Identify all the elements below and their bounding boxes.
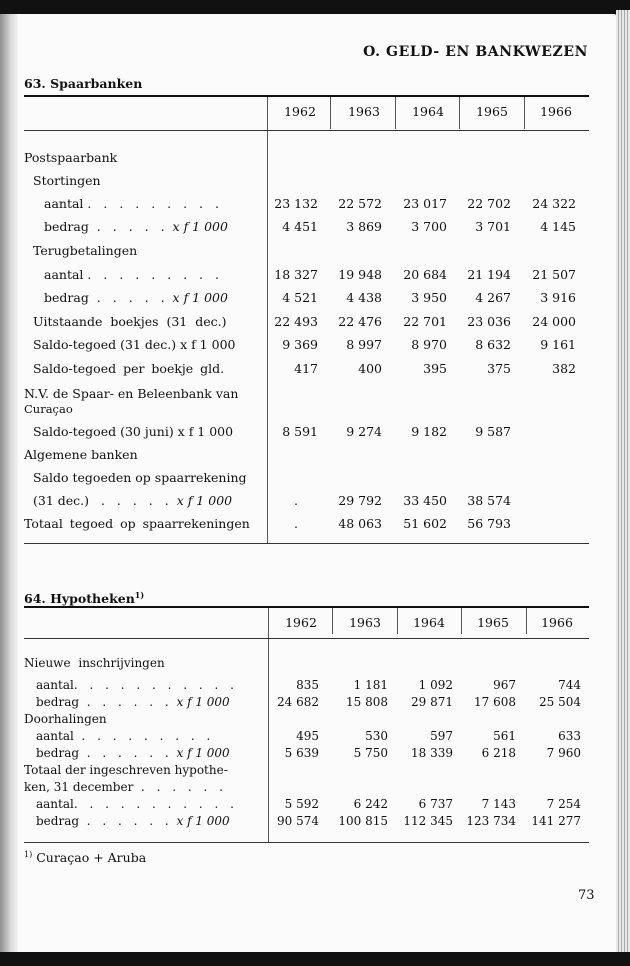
cell-1965: 21 194 — [467, 267, 511, 282]
cell-1965: 22 702 — [467, 196, 511, 211]
year-header: 1966 — [540, 104, 572, 119]
footnote-text: Curaçao + Aruba — [36, 850, 147, 866]
year-header: 1963 — [349, 615, 381, 630]
row-label: aantal. . . . . . . . . . . — [36, 797, 238, 811]
cell-1964: 597 — [430, 729, 453, 743]
cell-1964: 33 450 — [403, 493, 447, 508]
table-row — [0, 814, 630, 831]
cell-1964: 51 602 — [403, 516, 447, 531]
table-row — [0, 678, 630, 695]
row-label: ken, 31 december . . . . . . — [24, 780, 227, 794]
cell-1966: 9 161 — [540, 337, 576, 352]
cell-1964: 395 — [423, 361, 447, 376]
row-label: Nieuwe inschrijvingen — [24, 656, 165, 670]
cell-1964: 3 950 — [411, 290, 447, 305]
table-row — [0, 337, 630, 357]
row-label: Stortingen — [33, 173, 101, 188]
cell-1965: 561 — [493, 729, 516, 743]
cell-1963: 6 242 — [353, 797, 388, 811]
cell-1965: 967 — [493, 678, 516, 692]
cell-1965: 7 143 — [481, 797, 516, 811]
table-row — [0, 447, 630, 467]
scan-bottom-border — [0, 952, 630, 966]
cell-1965: 6 218 — [481, 746, 516, 760]
table-row — [0, 780, 630, 797]
cell-1962: 835 — [296, 678, 319, 692]
cell-1964: 6 737 — [418, 797, 453, 811]
table-number: 63. — [24, 76, 46, 91]
table-63-header-rule — [24, 130, 589, 131]
cell-1965: 375 — [487, 361, 511, 376]
cell-1964: 20 684 — [403, 267, 447, 282]
cell-1962: 8 591 — [282, 424, 318, 439]
row-label: Terugbetalingen — [33, 243, 138, 258]
column-divider — [397, 608, 398, 634]
footnote-marker: 1) — [24, 850, 33, 859]
table-64-top-rule — [24, 606, 589, 608]
cell-1963: 19 948 — [338, 267, 382, 282]
cell-1965: 23 036 — [467, 314, 511, 329]
table-row — [0, 656, 630, 673]
row-label: aantal. . . . . . . . . . . — [36, 678, 238, 692]
cell-1962: 90 574 — [277, 814, 319, 828]
table-row — [0, 712, 630, 729]
cell-1962: . — [294, 516, 298, 531]
table-row — [0, 361, 630, 381]
table-row — [0, 424, 630, 444]
cell-1963: 4 438 — [346, 290, 382, 305]
cell-1964: 22 701 — [403, 314, 447, 329]
year-header: 1962 — [284, 104, 316, 119]
cell-1964: 29 871 — [411, 695, 453, 709]
table-64-title — [24, 590, 144, 606]
cell-1965: 8 632 — [475, 337, 511, 352]
cell-1963: 1 181 — [353, 678, 388, 692]
row-label: bedrag . . . . . x f 1 000 — [44, 219, 228, 234]
cell-1963: 400 — [358, 361, 382, 376]
cell-1962: 5 639 — [284, 746, 319, 760]
table-title: Spaarbanken — [50, 76, 143, 91]
cell-1962: 5 592 — [284, 797, 319, 811]
cell-1963: 9 274 — [346, 424, 382, 439]
cell-1963: 15 808 — [346, 695, 388, 709]
row-label: aantal . . . . . . . . . — [36, 729, 215, 743]
year-header: 1966 — [541, 615, 573, 630]
row-label: aantal . . . . . . . . . — [44, 267, 223, 282]
year-header: 1965 — [477, 615, 509, 630]
row-label: Saldo-tegoed (30 juni) x f 1 000 — [33, 424, 234, 439]
cell-1963: 100 815 — [338, 814, 388, 828]
row-label: Totaal tegoed op spaarrekeningen — [24, 516, 250, 531]
row-label: Doorhalingen — [24, 712, 107, 726]
cell-1963: 22 572 — [338, 196, 382, 211]
row-label: Curaçao — [24, 402, 73, 416]
column-divider — [459, 97, 460, 129]
table-row — [0, 173, 630, 193]
table-row — [0, 470, 630, 490]
table-row — [0, 290, 630, 310]
cell-1963: 8 997 — [346, 337, 382, 352]
row-label: Algemene banken — [24, 447, 138, 462]
column-divider — [330, 97, 331, 129]
cell-1963: 48 063 — [338, 516, 382, 531]
cell-1966: 633 — [558, 729, 581, 743]
cell-1963: 22 476 — [338, 314, 382, 329]
column-divider — [395, 97, 396, 129]
cell-1962: 417 — [294, 361, 318, 376]
table-row — [0, 763, 630, 780]
table-row — [0, 150, 630, 170]
cell-1966: 7 960 — [546, 746, 581, 760]
row-label: Uitstaande boekjes (31 dec.) — [33, 314, 227, 329]
table-row — [0, 219, 630, 239]
cell-1962: 23 132 — [274, 196, 318, 211]
running-head: O. GELD- EN BANKWEZEN — [363, 44, 588, 60]
year-header: 1963 — [348, 104, 380, 119]
row-label: Postspaarbank — [24, 150, 118, 165]
cell-1962: 24 682 — [277, 695, 319, 709]
cell-1963: 530 — [365, 729, 388, 743]
table-row — [0, 402, 630, 422]
footnote-ref: 1) — [134, 590, 145, 600]
table-number: 64. — [24, 591, 46, 607]
table-row — [0, 196, 630, 216]
page-number: 73 — [578, 888, 595, 903]
cell-1965: 123 734 — [466, 814, 516, 828]
row-label: aantal . . . . . . . . . — [44, 196, 223, 211]
table-63-top-rule — [24, 95, 589, 97]
table-64-header-rule — [24, 638, 589, 639]
table-row — [0, 493, 630, 513]
cell-1963: 3 869 — [346, 219, 382, 234]
cell-1962: 22 493 — [274, 314, 318, 329]
table-title: Hypotheken — [50, 591, 135, 607]
row-label: bedrag . . . . . . x f 1 000 — [36, 814, 230, 828]
cell-1964: 8 970 — [411, 337, 447, 352]
table-63-title — [24, 76, 142, 91]
cell-1966: 24 000 — [532, 314, 576, 329]
cell-1965: 38 574 — [467, 493, 511, 508]
column-divider — [332, 608, 333, 634]
cell-1964: 3 700 — [411, 219, 447, 234]
year-header: 1962 — [285, 615, 317, 630]
table-row — [0, 314, 630, 334]
table-64-bottom-rule — [24, 842, 589, 843]
column-divider — [524, 97, 525, 129]
cell-1962: 4 451 — [282, 219, 318, 234]
cell-1963: 5 750 — [353, 746, 388, 760]
cell-1965: 9 587 — [475, 424, 511, 439]
cell-1966: 7 254 — [546, 797, 581, 811]
table-row — [0, 243, 630, 263]
row-label: (31 dec.) . . . . . x f 1 000 — [33, 493, 233, 508]
row-label: bedrag . . . . . x f 1 000 — [44, 290, 228, 305]
cell-1966: 25 504 — [539, 695, 581, 709]
cell-1962: 18 327 — [274, 267, 318, 282]
cell-1965: 4 267 — [475, 290, 511, 305]
table-row — [0, 729, 630, 746]
row-label: Totaal der ingeschreven hypothe- — [24, 763, 228, 777]
table-row — [0, 797, 630, 814]
table-row — [0, 746, 630, 763]
cell-1962: 9 369 — [282, 337, 318, 352]
cell-1964: 112 345 — [403, 814, 453, 828]
cell-1965: 56 793 — [467, 516, 511, 531]
cell-1964: 9 182 — [411, 424, 447, 439]
cell-1966: 24 322 — [532, 196, 576, 211]
cell-1963: 29 792 — [338, 493, 382, 508]
row-label: Saldo-tegoed per boekje gld. — [33, 361, 225, 376]
row-label: N.V. de Spaar- en Beleenbank van — [24, 386, 239, 401]
cell-1966: 3 916 — [540, 290, 576, 305]
cell-1966: 744 — [558, 678, 581, 692]
cell-1965: 17 608 — [474, 695, 516, 709]
cell-1962: 495 — [296, 729, 319, 743]
cell-1965: 3 701 — [475, 219, 511, 234]
cell-1966: 382 — [552, 361, 576, 376]
row-label: Saldo tegoeden op spaarrekening — [33, 470, 247, 485]
row-label: bedrag . . . . . . x f 1 000 — [36, 746, 230, 760]
table-row — [0, 516, 630, 536]
cell-1966: 21 507 — [532, 267, 576, 282]
cell-1964: 23 017 — [403, 196, 447, 211]
cell-1964: 1 092 — [418, 678, 453, 692]
year-header: 1965 — [476, 104, 508, 119]
table-64-header — [269, 615, 589, 630]
cell-1966: 4 145 — [540, 219, 576, 234]
cell-1966: 141 277 — [531, 814, 581, 828]
column-divider — [461, 608, 462, 634]
table-63-header — [268, 104, 588, 119]
table-row — [0, 695, 630, 712]
cell-1962: 4 521 — [282, 290, 318, 305]
cell-1964: 18 339 — [411, 746, 453, 760]
row-label: Saldo-tegoed (31 dec.) x f 1 000 — [33, 337, 236, 352]
scan-top-border — [0, 0, 630, 14]
year-header: 1964 — [413, 615, 445, 630]
column-divider — [526, 608, 527, 634]
row-label: bedrag . . . . . . x f 1 000 — [36, 695, 230, 709]
footnote — [24, 850, 146, 865]
year-header: 1964 — [412, 104, 444, 119]
table-63-bottom-rule — [24, 543, 589, 544]
cell-1962: . — [294, 493, 298, 508]
table-row — [0, 267, 630, 287]
